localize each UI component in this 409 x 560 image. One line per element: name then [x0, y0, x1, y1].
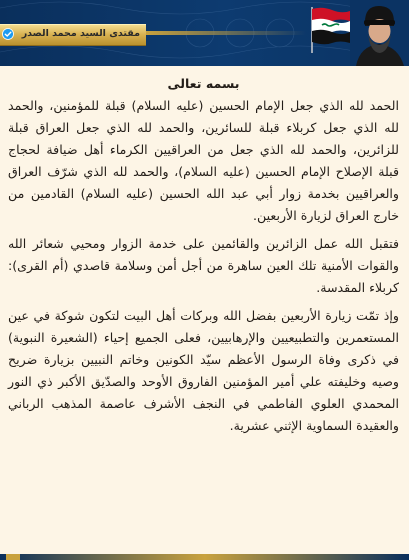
paragraph: وإذ تمّت زيارة الأربعين بفضل الله وبركات أهل البيت لتكون شوكة في عين المستعمرين والتطبيعيين والإرهابيين، فعلى الجميع إحياء (الشعيرة النبوية) في ذكرى وفاة الرسول الأعظم سيّد الكونين وخاتم النبيين بزيارة ضريح وصيه وخليفته علي أمير المؤمنين الفاروق الأوحد والصدّيق الأكبر ذي النور المحمدي العلوي الفاطمي في النجف الأشرف عاصمة المذهب الرباني والعقيدة السماوية الإثني عشرية.	[8, 308, 399, 433]
statement-body	[8, 73, 399, 443]
document-heading: بسمه تعالى	[167, 76, 240, 91]
author-name: مقتدى السيد محمد الصدر	[21, 28, 140, 39]
footer-bar	[0, 554, 409, 560]
paragraph: الحمد لله الذي جعل الإمام الحسين (عليه السلام) قبلة للمؤمنين، والحمد لله الذي جعل كربلاء قبلة للسائرين، والحمد لله الذي جعل العراق قبلة للزائرين، والحمد لله الذي جعل من العراقيين الكرماء أهل ضيافة لحجاج قبلة الإصلاح الإمام الحسين (عليه السلام)، والحمد لله الذي شرّف العراق والعراقيين بخدمة زوار أبي عبد الله الحسين (عليه السلام) القادمين من خارج العراق لزيارة الأربعين.	[8, 98, 399, 223]
iraq-flag-icon	[308, 5, 352, 53]
ribbon-tail	[146, 31, 306, 35]
header-banner	[0, 0, 409, 66]
footer-marker	[6, 554, 20, 560]
paragraph: فتقبل الله عمل الزائرين والقائمين على خدمة الزوار ومحيي شعائر الله والقوات الأمنية تلك العين ساهرة من أجل أمن وسلامة قاصدي (أم القرى): كربلاء المقدسة.	[8, 236, 399, 295]
cleric-portrait	[350, 0, 409, 66]
